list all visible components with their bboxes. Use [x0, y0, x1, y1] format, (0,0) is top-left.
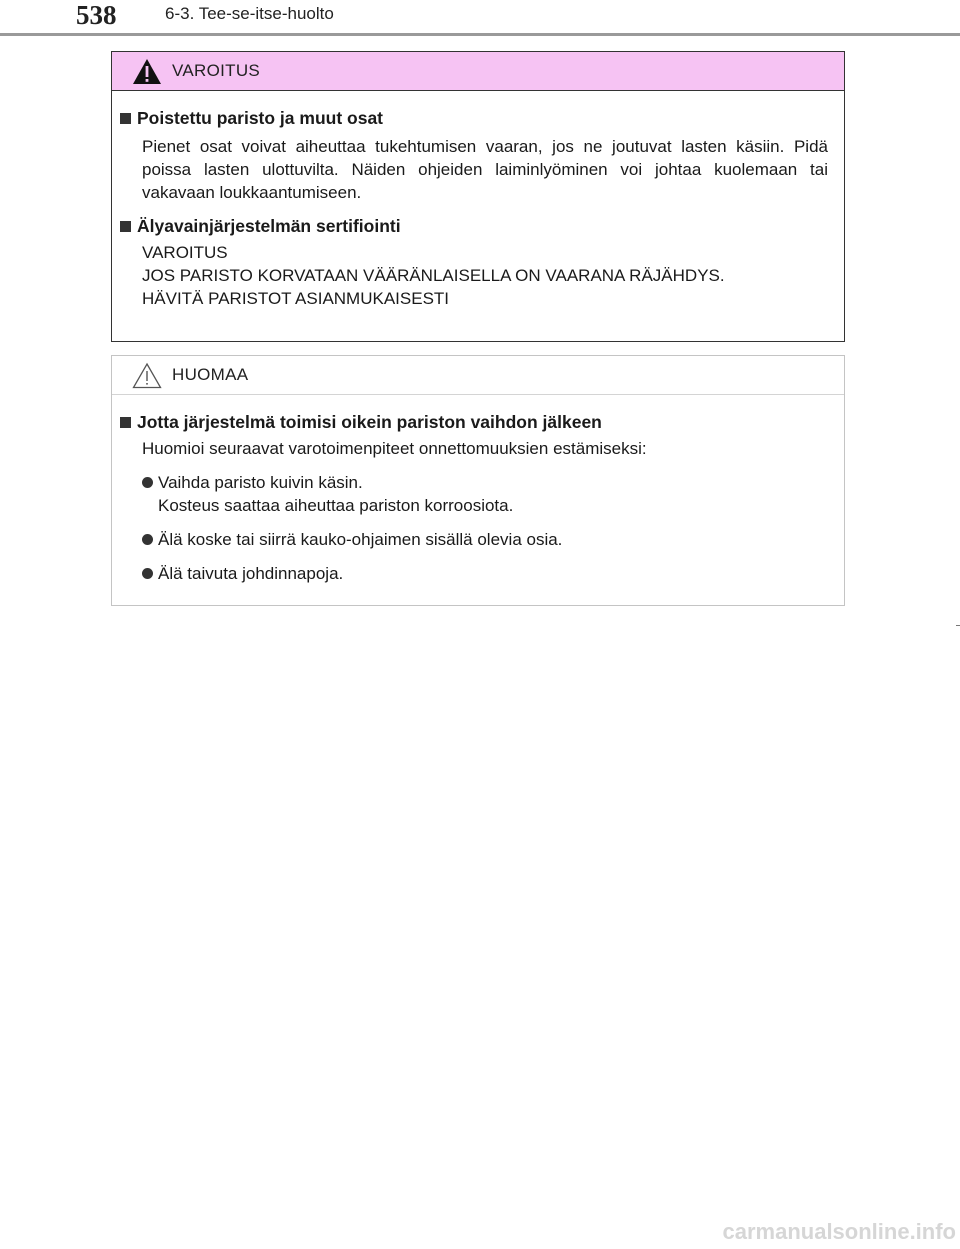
- list-item-text: Vaihda paristo kuivin käsin.: [158, 473, 363, 492]
- notice-box: [111, 355, 845, 606]
- certification-text: [142, 241, 828, 310]
- round-bullet-icon: [142, 568, 153, 579]
- list-item-text: Älä taivuta johdinnapoja.: [158, 564, 344, 583]
- list-item: [142, 562, 828, 585]
- round-bullet-icon: [142, 534, 153, 545]
- square-bullet-icon: [120, 417, 131, 428]
- notice-intro: Huomioi seuraavat varotoimenpiteet onnettomuuksien estämiseksi:: [142, 439, 647, 458]
- edge-tick: [956, 625, 960, 626]
- warning-box: [111, 51, 845, 342]
- certification-line: JOS PARISTO KORVATAAN VÄÄRÄNLAISELLA ON VAARANA RÄJÄHDYS.: [142, 266, 725, 285]
- notice-body: [112, 395, 844, 585]
- notice-item-heading: [120, 411, 828, 433]
- notice-box-header: [112, 356, 844, 395]
- notice-label: HUOMAA: [172, 365, 249, 384]
- square-bullet-icon: [120, 113, 131, 124]
- warning-item-heading: [120, 215, 828, 237]
- page-header: [0, 0, 960, 40]
- square-bullet-icon: [120, 221, 131, 232]
- header-rule: [0, 33, 960, 36]
- certification-line: VAROITUS: [142, 243, 228, 262]
- list-item: [142, 528, 828, 551]
- warning-item-title: Poistettu paristo ja muut osat: [137, 108, 383, 128]
- list-item-subtext: Kosteus saattaa aiheuttaa pariston korroosiota.: [158, 496, 514, 515]
- warning-item-heading: [120, 107, 828, 129]
- page-number: 538: [76, 0, 117, 30]
- warning-box-header: [112, 52, 844, 91]
- section-title: 6-3. Tee-se-itse-huolto: [165, 4, 334, 23]
- warning-item-title: Älyavainjärjestelmän sertifiointi: [137, 216, 401, 236]
- list-item-text: Älä koske tai siirrä kauko-ohjaimen sisällä olevia osia.: [158, 530, 563, 549]
- warning-item-text: Pienet osat voivat aiheuttaa tukehtumisen vaaran, jos ne joutuvat lasten käsiin. Pidä poissa lasten ulottuvilta. Näiden ohjeiden laiminlyöminen voi johtaa kuolemaan tai vakavaan loukkaantumiseen.: [142, 137, 828, 202]
- round-bullet-icon: [142, 477, 153, 488]
- watermark: carmanualsonline.info: [722, 1219, 956, 1244]
- certification-line: HÄVITÄ PARISTOT ASIANMUKAISESTI: [142, 289, 450, 308]
- notice-item-title: Jotta järjestelmä toimisi oikein pariston vaihdon jälkeen: [137, 412, 602, 432]
- list-item: [142, 471, 828, 517]
- warning-body: [112, 91, 844, 310]
- caution-triangle-outline-icon: [132, 362, 162, 389]
- warning-label: VAROITUS: [172, 61, 261, 80]
- warning-triangle-icon: [132, 58, 162, 85]
